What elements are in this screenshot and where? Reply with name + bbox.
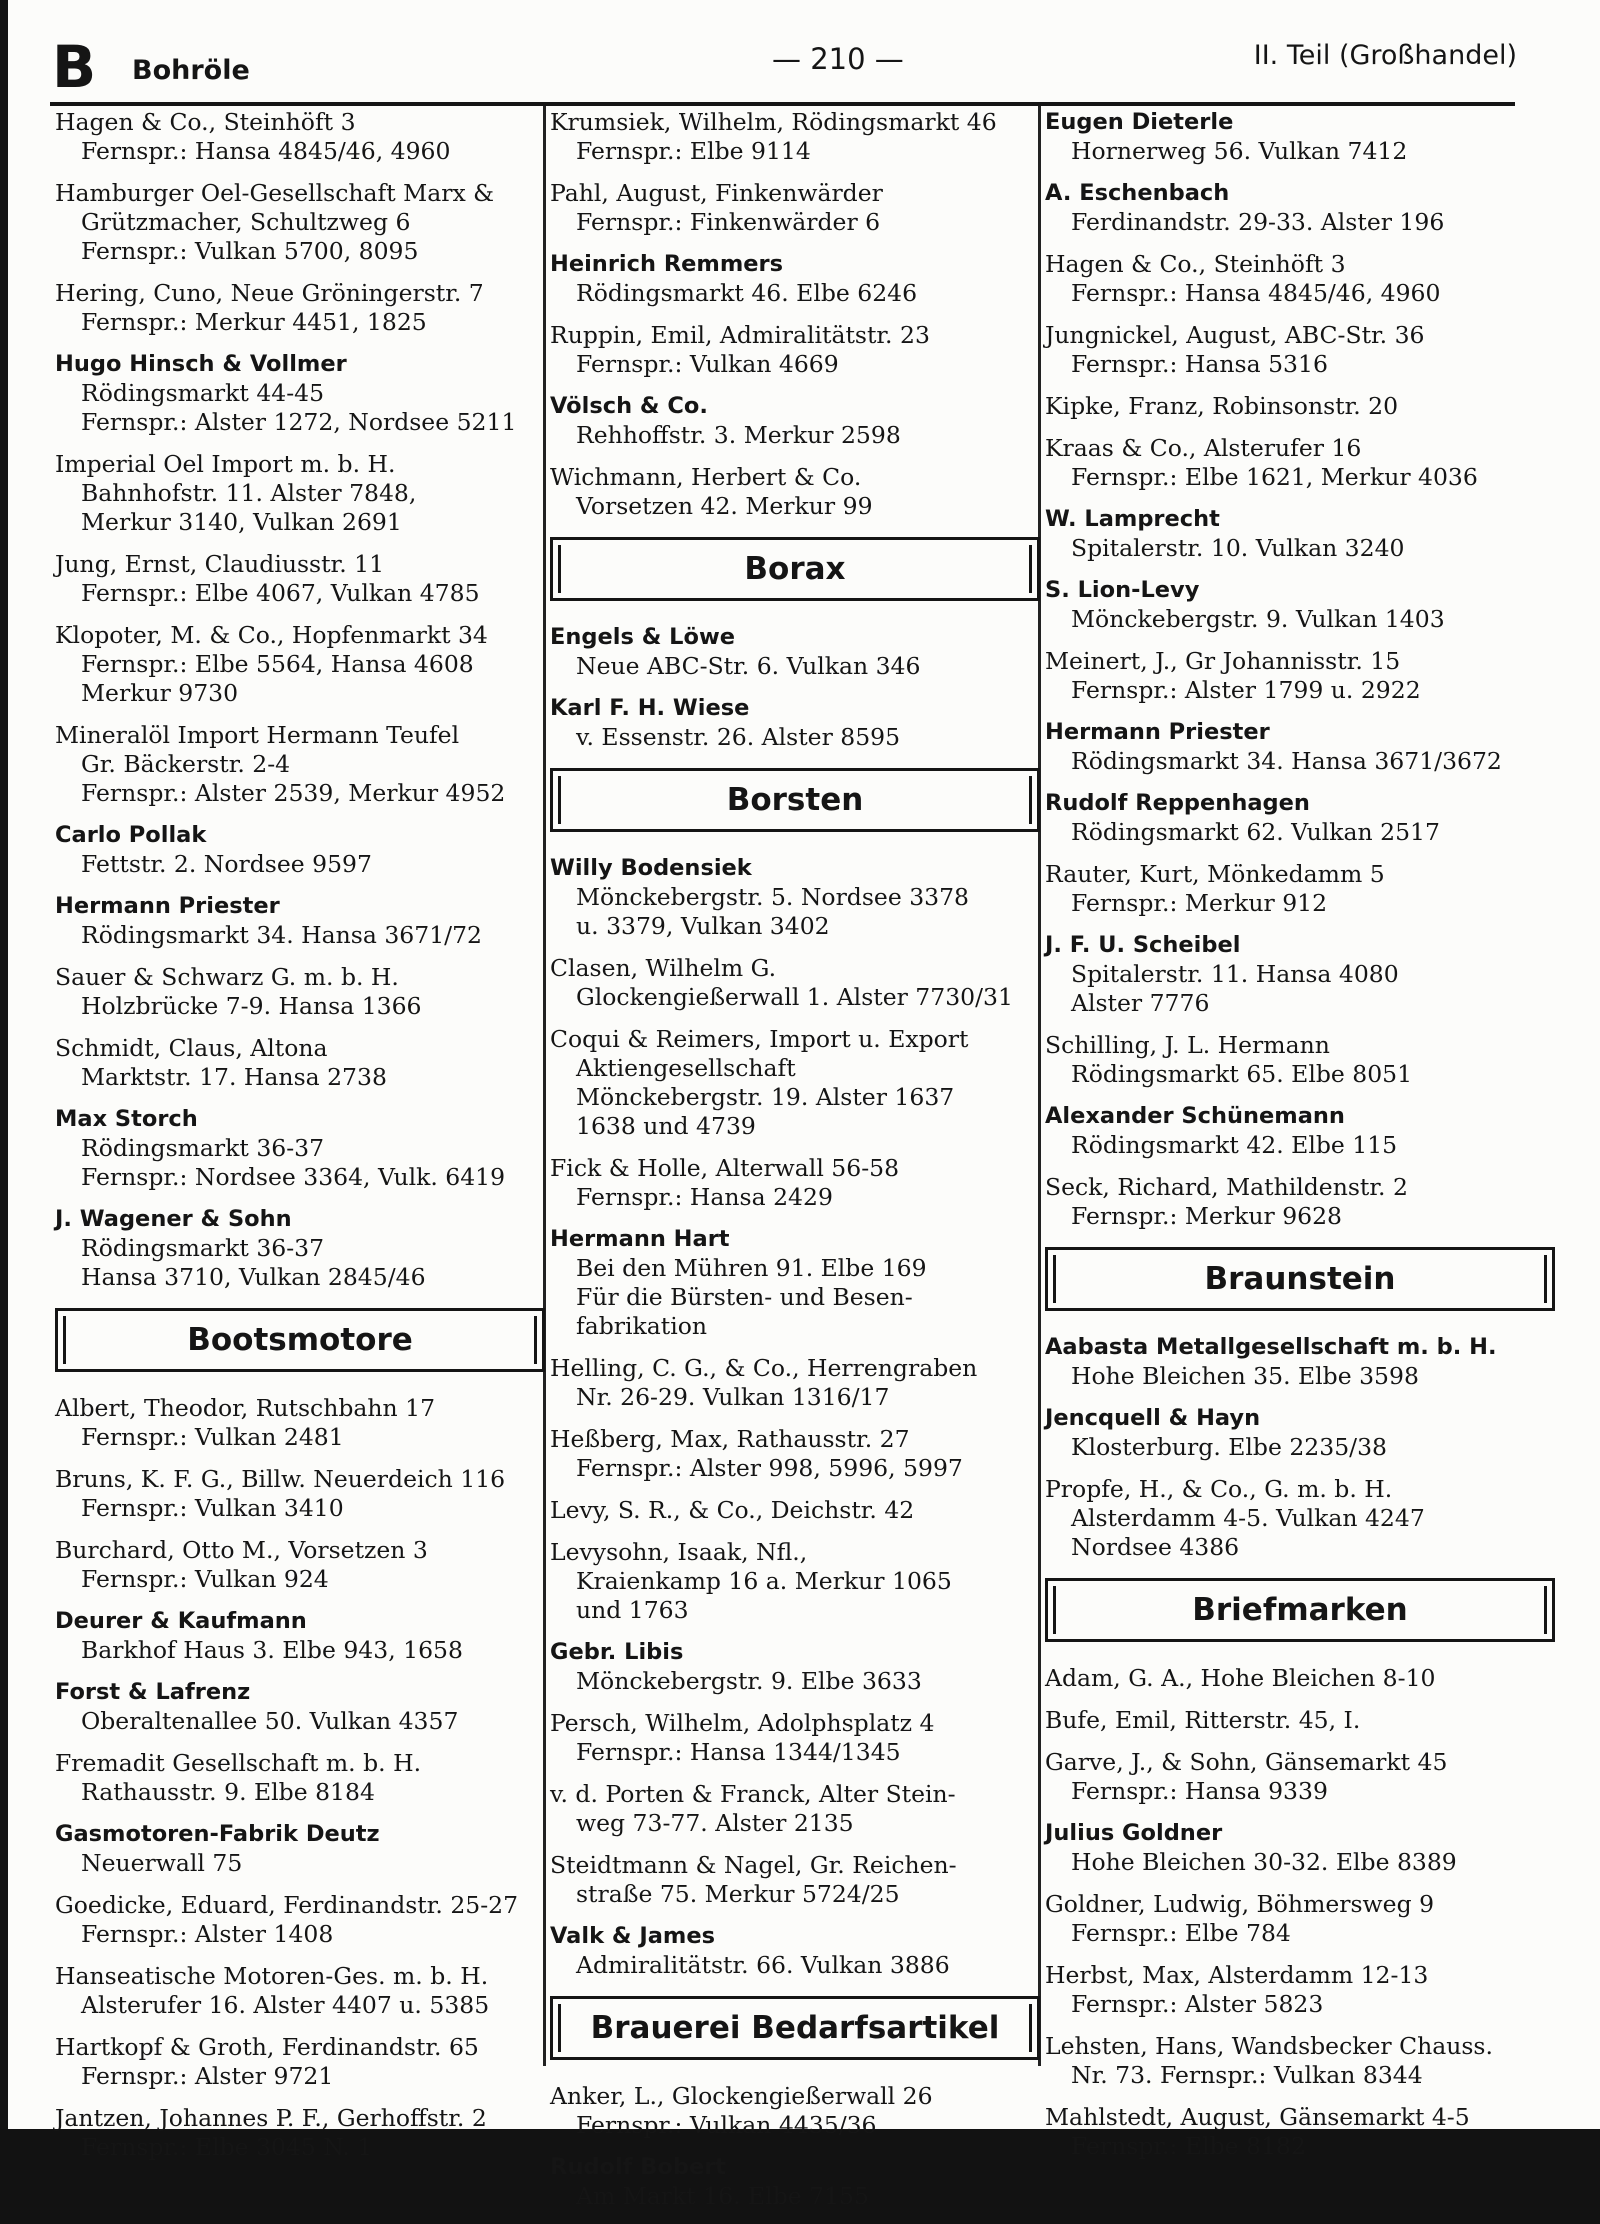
entry-detail: Hornerweg 56. Vulkan 7412 [1071, 137, 1408, 165]
directory-entry [55, 892, 545, 950]
entry-name: Coqui & Reimers, Import u. Export [550, 1025, 969, 1053]
entry-name: Jantzen, Johannes P. F., Gerhoffstr. 2 [55, 2104, 487, 2132]
entry-name: Max Storch [55, 1106, 198, 1132]
entry-detail: Fernspr.: Hansa 4845/46, 4960 [1071, 279, 1441, 307]
directory-entry [55, 450, 545, 537]
entry-name: Lehsten, Hans, Wandsbecker Chauss. [1045, 2032, 1493, 2060]
directory-entry [550, 321, 1040, 379]
entry-detail: Rehhoffstr. 3. Merkur 2598 [576, 421, 901, 449]
entry-detail: fabrikation [576, 1312, 707, 1340]
section-letter: B [52, 33, 97, 101]
entry-detail: Merkur 3140, Vulkan 2691 [81, 508, 402, 536]
directory-entry [1045, 931, 1555, 1018]
entry-name: Hagen & Co., Steinhöft 3 [1045, 250, 1346, 278]
entry-name: Levy, S. R., & Co., Deichstr. 42 [550, 1496, 915, 1524]
entry-detail: Rödingsmarkt 36-37 [81, 1134, 325, 1162]
entry-detail: Kraienkamp 16 a. Merkur 1065 [576, 1567, 952, 1595]
entry-name: Carlo Pollak [55, 822, 207, 848]
entry-name: Mahlstedt, August, Gänsemarkt 4-5 [1045, 2103, 1470, 2131]
directory-entry [550, 1154, 1040, 1212]
entry-detail: Mönckebergstr. 19. Alster 1637 [576, 1083, 955, 1111]
entry-detail: Fernspr.: Elbe 784 [1071, 1919, 1291, 1947]
entry-name: Heinrich Remmers [550, 251, 784, 277]
directory-entry [55, 350, 545, 437]
entry-name: Jungnickel, August, ABC-Str. 36 [1045, 321, 1425, 349]
directory-entry [550, 179, 1040, 237]
directory-entry [550, 1496, 1040, 1525]
directory-entry [55, 279, 545, 337]
entry-detail: Rödingsmarkt 34. Hansa 3671/72 [81, 921, 482, 949]
entry-detail: Mönckebergstr. 9. Vulkan 1403 [1071, 605, 1445, 633]
entry-name: Aabasta Metallgesellschaft m. b. H. [1045, 1334, 1497, 1360]
directory-entry [1045, 2103, 1555, 2161]
entry-detail: Fernspr.: Vulkan 924 [81, 1565, 329, 1593]
section-heading: Brauerei Bedarfsartikel [550, 1996, 1040, 2060]
entry-name: Propfe, H., & Co., G. m. b. H. [1045, 1475, 1393, 1503]
entry-detail: Marktstr. 17. Hansa 2738 [81, 1063, 387, 1091]
entry-detail: Fernspr.: Alster 5823 [1071, 1990, 1324, 2018]
directory-entry [1045, 860, 1555, 918]
entry-name: Imperial Oel Import m. b. H. [55, 450, 396, 478]
entry-name: Bruns, K. F. G., Billw. Neuerdeich 116 [55, 1465, 506, 1493]
entry-name: J. Wagener & Sohn [55, 1206, 292, 1232]
entry-name: Karl F. H. Wiese [550, 695, 750, 721]
entry-detail: Fernspr.: Alster 1272, Nordsee 5211 [81, 408, 517, 436]
entry-detail: Fernspr.: Alster 1799 u. 2922 [1071, 676, 1421, 704]
entry-detail: Fernspr.: Vulkan 3410 [81, 1494, 344, 1522]
directory-entry [1045, 1173, 1555, 1231]
entry-detail: straße 75. Merkur 5724/25 [576, 1880, 900, 1908]
entry-detail: Admiralitätstr. 66. Vulkan 3886 [576, 1951, 950, 1979]
entry-name: Ruppin, Emil, Admiralitätstr. 23 [550, 321, 930, 349]
entry-detail: u. 3379, Vulkan 3402 [576, 912, 830, 940]
entry-name: Clasen, Wilhelm G. [550, 954, 777, 982]
entry-detail: Fernspr.: Merkur 9628 [1071, 1202, 1342, 1230]
entry-detail: Fernspr.: Elbe 8182 [1071, 2132, 1306, 2160]
entry-name: v. d. Porten & Franck, Alter Stein- [550, 1780, 956, 1808]
entry-detail: Rödingsmarkt 46. Elbe 6246 [576, 279, 918, 307]
entry-detail: Fernspr.: Elbe 4067, Vulkan 4785 [81, 579, 480, 607]
directory-entry [550, 954, 1040, 1012]
directory-entry [550, 1709, 1040, 1767]
directory-entry [55, 1105, 545, 1192]
page-number: — 210 — [772, 42, 904, 76]
entry-detail: Spitalerstr. 10. Vulkan 3240 [1071, 534, 1405, 562]
entry-detail: Fernspr.: Elbe 9114 [576, 137, 811, 165]
entry-name: Alexander Schünemann [1045, 1103, 1345, 1129]
entry-detail: Fernspr.: Vulkan 2481 [81, 1423, 344, 1451]
section-title: Bohröle [132, 55, 250, 86]
directory-entry [1045, 1819, 1555, 1877]
directory-entry [1045, 1333, 1555, 1391]
entry-name: Goedicke, Eduard, Ferdinandstr. 25-27 [55, 1891, 519, 1919]
directory-entry [55, 1891, 545, 1949]
entry-detail: Vorsetzen 42. Merkur 99 [576, 492, 873, 520]
directory-entry [55, 1678, 545, 1736]
entry-name: Eugen Dieterle [1045, 109, 1234, 135]
entry-name: Goldner, Ludwig, Böhmersweg 9 [1045, 1890, 1435, 1918]
entry-detail: Fernspr.: Hansa 4845/46, 4960 [81, 137, 451, 165]
directory-entry [550, 1025, 1040, 1141]
entry-detail: Fernspr.: Vulkan 5700, 8095 [81, 237, 419, 265]
entry-detail: Alster 7776 [1071, 989, 1210, 1017]
entry-name: Kipke, Franz, Robinsonstr. 20 [1045, 392, 1399, 420]
entry-name: Klopoter, M. & Co., Hopfenmarkt 34 [55, 621, 488, 649]
entry-name: Mineralöl Import Hermann Teufel [55, 721, 460, 749]
entry-detail: Fernspr.: Elbe 1621, Merkur 4036 [1071, 463, 1478, 491]
entry-detail: Fernspr.: Vulkan 4435/36 [576, 2111, 877, 2139]
entry-detail: Rödingsmarkt 42. Elbe 115 [1071, 1131, 1398, 1159]
directory-entry [550, 1354, 1040, 1412]
directory-entry [550, 1638, 1040, 1696]
column-3 [1045, 108, 1555, 2174]
entry-name: Forst & Lafrenz [55, 1679, 251, 1705]
entry-detail: Glockengießerwall 1. Alster 7730/31 [576, 983, 1013, 1011]
entry-detail: Neuerwall 75 [81, 1849, 243, 1877]
directory-entry [1045, 1475, 1555, 1562]
entry-detail: Gr. Bäckerstr. 2-4 [81, 750, 291, 778]
directory-entry [1045, 789, 1555, 847]
column-1 [55, 108, 545, 2175]
directory-entry [1045, 1102, 1555, 1160]
entry-name: Wichmann, Herbert & Co. [550, 463, 862, 491]
directory-entry [1045, 179, 1555, 237]
entry-detail: Rödingsmarkt 62. Vulkan 2517 [1071, 818, 1440, 846]
directory-entry [55, 1034, 545, 1092]
directory-entry [550, 250, 1040, 308]
directory-entry [55, 1607, 545, 1665]
entry-name: Rauter, Kurt, Mönkedamm 5 [1045, 860, 1385, 888]
entry-name: Deurer & Kaufmann [55, 1608, 307, 1634]
entry-detail: Rödingsmarkt 44-45 [81, 379, 325, 407]
entry-name: Jencquell & Hayn [1045, 1405, 1261, 1431]
directory-entry [1045, 1706, 1555, 1735]
page-header [52, 33, 1517, 101]
directory-entry [1045, 1031, 1555, 1089]
directory-entry [1045, 1664, 1555, 1693]
directory-entry [1045, 250, 1555, 308]
directory-entry [55, 1394, 545, 1452]
entry-detail: Oberaltenallee 50. Vulkan 4357 [81, 1707, 459, 1735]
entry-name: Hermann Hart [550, 1226, 730, 1252]
entry-name: Hermann Priester [1045, 719, 1270, 745]
directory-entry [550, 463, 1040, 521]
entry-detail: Rödingsmarkt 36-37 [81, 1234, 325, 1262]
entry-detail: Aktiengesellschaft [576, 1054, 796, 1082]
entry-detail: Fernspr.: Finkenwärder 6 [576, 208, 881, 236]
entry-detail: Barkhof Haus 3. Elbe 943, 1658 [81, 1636, 463, 1664]
entry-detail: Nr. 73. Fernspr.: Vulkan 8344 [1071, 2061, 1423, 2089]
directory-entry [550, 854, 1040, 941]
entry-name: Levysohn, Isaak, Nfl., [550, 1538, 808, 1566]
entry-name: Hermann Priester [55, 893, 280, 919]
entry-name: Albert, Theodor, Rutschbahn 17 [55, 1394, 436, 1422]
directory-entry [1045, 576, 1555, 634]
directory-entry [1045, 108, 1555, 166]
entry-detail: Merkur 9730 [81, 679, 239, 707]
directory-entry [55, 179, 545, 266]
entry-detail: Fernspr.: Alster 998, 5996, 5997 [576, 1454, 963, 1482]
entry-detail: weg 73-77. Alster 2135 [576, 1809, 854, 1837]
entry-name: Fremadit Gesellschaft m. b. H. [55, 1749, 422, 1777]
directory-entry [55, 550, 545, 608]
directory-entry [55, 721, 545, 808]
entry-detail: Fernspr.: Hansa 2429 [576, 1183, 833, 1211]
entry-name: Pahl, August, Finkenwärder [550, 179, 883, 207]
entry-name: Rudolf Bobert [550, 2154, 727, 2180]
entry-detail: Rödingsmarkt 65. Elbe 8051 [1071, 1060, 1413, 1088]
directory-entry [1045, 718, 1555, 776]
entry-detail: Mönckebergstr. 9. Elbe 3633 [576, 1667, 922, 1695]
entry-detail: Ferdinandstr. 29-33. Alster 196 [1071, 208, 1445, 236]
entry-detail: Fernspr.: Hansa 1344/1345 [576, 1738, 901, 1766]
directory-entry [55, 1465, 545, 1523]
entry-name: Kraas & Co., Alsterufer 16 [1045, 434, 1362, 462]
entry-detail: Rödingsmarkt 34. Hansa 3671/3672 [1071, 747, 1502, 775]
directory-entry [55, 963, 545, 1021]
entry-name: Engels & Löwe [550, 624, 735, 650]
entry-detail: 1638 und 4739 [576, 1112, 756, 1140]
directory-entry [550, 2082, 1040, 2140]
entry-detail: v. Essenstr. 26. Alster 8595 [576, 723, 901, 751]
entry-name: Hartkopf & Groth, Ferdinandstr. 65 [55, 2033, 479, 2061]
section-heading: Briefmarken [1045, 1578, 1555, 1642]
entry-detail: Nordsee 4386 [1071, 1533, 1240, 1561]
directory-entry [1045, 2032, 1555, 2090]
entry-detail: Fernspr.: Hansa 5316 [1071, 350, 1328, 378]
entry-name: Willy Bodensiek [550, 855, 752, 881]
entry-name: Sauer & Schwarz G. m. b. H. [55, 963, 399, 991]
directory-entry [55, 2104, 545, 2162]
entry-name: Hagen & Co., Steinhöft 3 [55, 108, 356, 136]
entry-detail: Hansa 3710, Vulkan 2845/46 [81, 1263, 426, 1291]
entry-detail: Fernspr.: Merkur 912 [1071, 889, 1328, 917]
entry-name: Schilling, J. L. Hermann [1045, 1031, 1330, 1059]
entry-detail: Am Markt 16. Elbe 7155 [576, 2182, 869, 2210]
directory-entry [550, 1425, 1040, 1483]
entry-detail: Nr. 26-29. Vulkan 1316/17 [576, 1383, 890, 1411]
entry-name: Hamburger Oel-Gesellschaft Marx & [55, 179, 495, 207]
section-heading: Borsten [550, 768, 1040, 832]
directory-entry [550, 1538, 1040, 1625]
header-rule [50, 102, 1515, 106]
entry-name: Seck, Richard, Mathildenstr. 2 [1045, 1173, 1408, 1201]
column-2 [550, 108, 1040, 2224]
directory-entry [55, 1536, 545, 1594]
entry-name: A. Eschenbach [1045, 180, 1230, 206]
entry-detail: Für die Bürsten- und Besen- [576, 1283, 913, 1311]
entry-detail: Fernspr.: Elbe 5564, Hansa 4608 [81, 650, 474, 678]
directory-entry [550, 108, 1040, 166]
directory-entry [1045, 647, 1555, 705]
entry-name: Garve, J., & Sohn, Gänsemarkt 45 [1045, 1748, 1448, 1776]
directory-entry [550, 2153, 1040, 2211]
entry-name: Herbst, Max, Alsterdamm 12-13 [1045, 1961, 1429, 1989]
entry-detail: Rathausstr. 9. Elbe 8184 [81, 1778, 375, 1806]
directory-entry [1045, 1961, 1555, 2019]
entry-detail: Fernspr.: Nordsee 3364, Vulk. 6419 [81, 1163, 506, 1191]
directory-entry [1045, 1404, 1555, 1462]
directory-entry [55, 621, 545, 708]
entry-detail: Grützmacher, Schultzweg 6 [81, 208, 411, 236]
directory-entry [55, 108, 545, 166]
entry-detail: Fernspr.: Alster 2539, Merkur 4952 [81, 779, 506, 807]
entry-name: J. F. U. Scheibel [1045, 932, 1241, 958]
directory-entry [550, 1851, 1040, 1909]
entry-detail: Fernspr.: Alster 9721 [81, 2062, 334, 2090]
entry-name: Gebr. Libis [550, 1639, 684, 1665]
entry-name: Heßberg, Max, Rathausstr. 27 [550, 1425, 910, 1453]
entry-detail: Alsterufer 16. Alster 4407 u. 5385 [81, 1991, 490, 2019]
entry-name: Bufe, Emil, Ritterstr. 45, I. [1045, 1706, 1361, 1734]
entry-detail: Fernspr.: Vulkan 4669 [576, 350, 839, 378]
part-title: II. Teil (Großhandel) [1253, 40, 1517, 71]
directory-entry [55, 1205, 545, 1292]
entry-name: Hanseatische Motoren-Ges. m. b. H. [55, 1962, 489, 1990]
directory-entry [55, 1749, 545, 1807]
entry-detail: Spitalerstr. 11. Hansa 4080 [1071, 960, 1399, 988]
directory-entry [550, 623, 1040, 681]
section-heading: Braunstein [1045, 1247, 1555, 1311]
directory-entry [55, 2033, 545, 2091]
entry-detail: Hohe Bleichen 30-32. Elbe 8389 [1071, 1848, 1457, 1876]
directory-entry [1045, 1748, 1555, 1806]
entry-name: Persch, Wilhelm, Adolphsplatz 4 [550, 1709, 935, 1737]
entry-name: W. Lamprecht [1045, 506, 1220, 532]
entry-name: Jung, Ernst, Claudiusstr. 11 [55, 550, 385, 578]
entry-name: Burchard, Otto M., Vorsetzen 3 [55, 1536, 428, 1564]
entry-detail: Fernspr.: Merkur 4451, 1825 [81, 308, 427, 336]
directory-entry [55, 821, 545, 879]
directory-entry [550, 392, 1040, 450]
entry-detail: Fernspr.: Hansa 9339 [1071, 1777, 1328, 1805]
directory-entry [1045, 434, 1555, 492]
entry-name: Helling, C. G., & Co., Herrengraben [550, 1354, 978, 1382]
entry-detail: Fettstr. 2. Nordsee 9597 [81, 850, 372, 878]
entry-detail: Klosterburg. Elbe 2235/38 [1071, 1433, 1387, 1461]
entry-detail: Alsterdamm 4-5. Vulkan 4247 [1071, 1504, 1425, 1532]
entry-name: Rudolf Reppenhagen [1045, 790, 1310, 816]
entry-detail: und 1763 [576, 1596, 689, 1624]
entry-name: S. Lion-Levy [1045, 577, 1200, 603]
directory-entry [55, 1962, 545, 2020]
directory-entry [550, 1922, 1040, 1980]
entry-name: Steidtmann & Nagel, Gr. Reichen- [550, 1851, 957, 1879]
directory-entry [1045, 505, 1555, 563]
section-heading: Borax [550, 537, 1040, 601]
entry-name: Hugo Hinsch & Vollmer [55, 351, 347, 377]
entry-name: Hering, Cuno, Neue Gröningerstr. 7 [55, 279, 484, 307]
directory-entry [550, 1225, 1040, 1341]
entry-name: Schmidt, Claus, Altona [55, 1034, 328, 1062]
entry-name: Valk & James [550, 1923, 715, 1949]
entry-name: Völsch & Co. [550, 393, 708, 419]
directory-entry [550, 694, 1040, 752]
entry-name: Adam, G. A., Hohe Bleichen 8-10 [1045, 1664, 1436, 1692]
entry-detail: Bahnhofstr. 11. Alster 7848, [81, 479, 417, 507]
directory-entry [55, 1820, 545, 1878]
entry-name: Krumsiek, Wilhelm, Rödingsmarkt 46 [550, 108, 997, 136]
entry-detail: Fernspr.: Elbe 3045 N. 1 [81, 2133, 373, 2161]
section-heading: Bootsmotore [55, 1308, 545, 1372]
entry-detail: Holzbrücke 7-9. Hansa 1366 [81, 992, 422, 1020]
entry-detail: Mönckebergstr. 5. Nordsee 3378 [576, 883, 970, 911]
directory-entry [1045, 1890, 1555, 1948]
entry-name: Anker, L., Glockengießerwall 26 [550, 2082, 933, 2110]
entry-detail: Fernspr.: Alster 1408 [81, 1920, 334, 1948]
directory-entry [1045, 321, 1555, 379]
entry-detail: Neue ABC-Str. 6. Vulkan 346 [576, 652, 921, 680]
entry-name: Fick & Holle, Alterwall 56-58 [550, 1154, 900, 1182]
entry-name: Julius Goldner [1045, 1820, 1223, 1846]
entry-name: Meinert, J., Gr Johannisstr. 15 [1045, 647, 1401, 675]
entry-name: Gasmotoren-Fabrik Deutz [55, 1821, 380, 1847]
directory-entry [550, 1780, 1040, 1838]
directory-entry [1045, 392, 1555, 421]
entry-detail: Hohe Bleichen 35. Elbe 3598 [1071, 1362, 1419, 1390]
entry-detail: Bei den Mühren 91. Elbe 169 [576, 1254, 927, 1282]
